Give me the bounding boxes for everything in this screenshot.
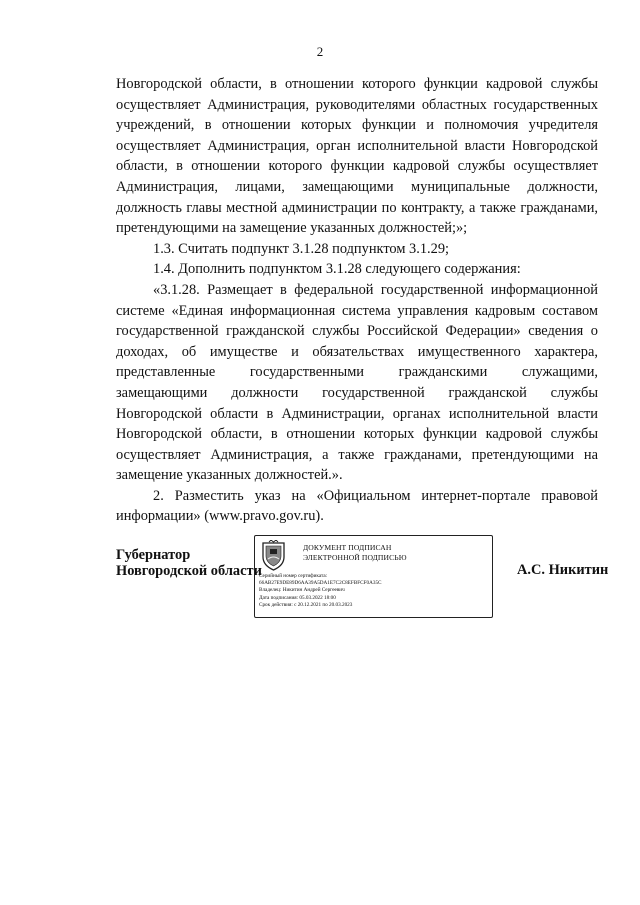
paragraph-item-1-3: 1.3. Считать подпункт 3.1.28 подпунктом 3.1.29;: [153, 240, 450, 257]
stamp-validity: Срок действия: с 20.12.2021 по 20.03.2023: [259, 601, 353, 608]
stamp-signed-date: Дата подписания: 05.03.2022 18:00: [259, 594, 336, 601]
page-number: 2: [316, 44, 324, 59]
paragraph-item-1-4: 1.4. Дополнить подпунктом 3.1.28 следующего содержания:: [153, 261, 521, 278]
stamp-serial-value: 66AB27E9DE89D6AA39A5DA1E7C2C8EFBFCF0A35C: [259, 580, 382, 587]
signatory-name: А.С. Никитин: [517, 562, 609, 578]
stamp-heading: [303, 543, 407, 563]
stamp-heading-line-1: ДОКУМЕНТ ПОДПИСАН: [303, 543, 392, 552]
stamp-owner: Владелец: Никитин Андрей Сергеевич: [259, 587, 345, 594]
stamp-details: [259, 573, 382, 609]
stamp-serial-label: Серийный номер сертификата:: [259, 573, 328, 579]
electronic-signature-stamp: [254, 535, 493, 618]
paragraph-quoted-3-1-28: «3.1.28. Размещает в федеральной государственной информационной системе «Единая информационная система управления кадровым составом государственной гражданской службы Российской Федерации» сведения о доходах, об имуществе и обязательствах имущественного характера, представленные государственными гражданскими служащими, замещающими должности государственной гражданской службы Новгородской области в Администрации, органах исполнительной власти Новгородской области, в отношении которых функции кадровой службы осуществляет Администрация, а также гражданами, претендующими на замещение указанных должностей.».: [116, 281, 598, 484]
paragraph-continuation: Новгородской области, в отношении которого функции кадровой службы осуществляет Администрация, руководителями областных государственных учреждений, в отношении которых функции и полномочия учредителя осуществляет Администрация, орган исполнительной власти Новгородской области, в отношении которого функции кадровой службы осуществляет Администрация, лицами, замещающими муниципальные должности, должность главы местной администрации по контракту, а также гражданами, претендующими на замещение указанных должностей;»;: [116, 76, 598, 237]
signatory-title-line-2: Новгородской области: [116, 563, 262, 579]
document-body: [116, 74, 598, 527]
stamp-heading-line-2: ЭЛЕКТРОННОЙ ПОДПИСЬЮ: [303, 553, 407, 562]
signatory-title: [116, 547, 262, 579]
signatory-title-line-1: Губернатор: [116, 547, 191, 563]
coat-of-arms-icon: [260, 540, 287, 571]
paragraph-item-2: 2. Разместить указ на «Официальном интернет-портале правовой информации» (www.pravo.gov.ru).: [116, 487, 598, 525]
